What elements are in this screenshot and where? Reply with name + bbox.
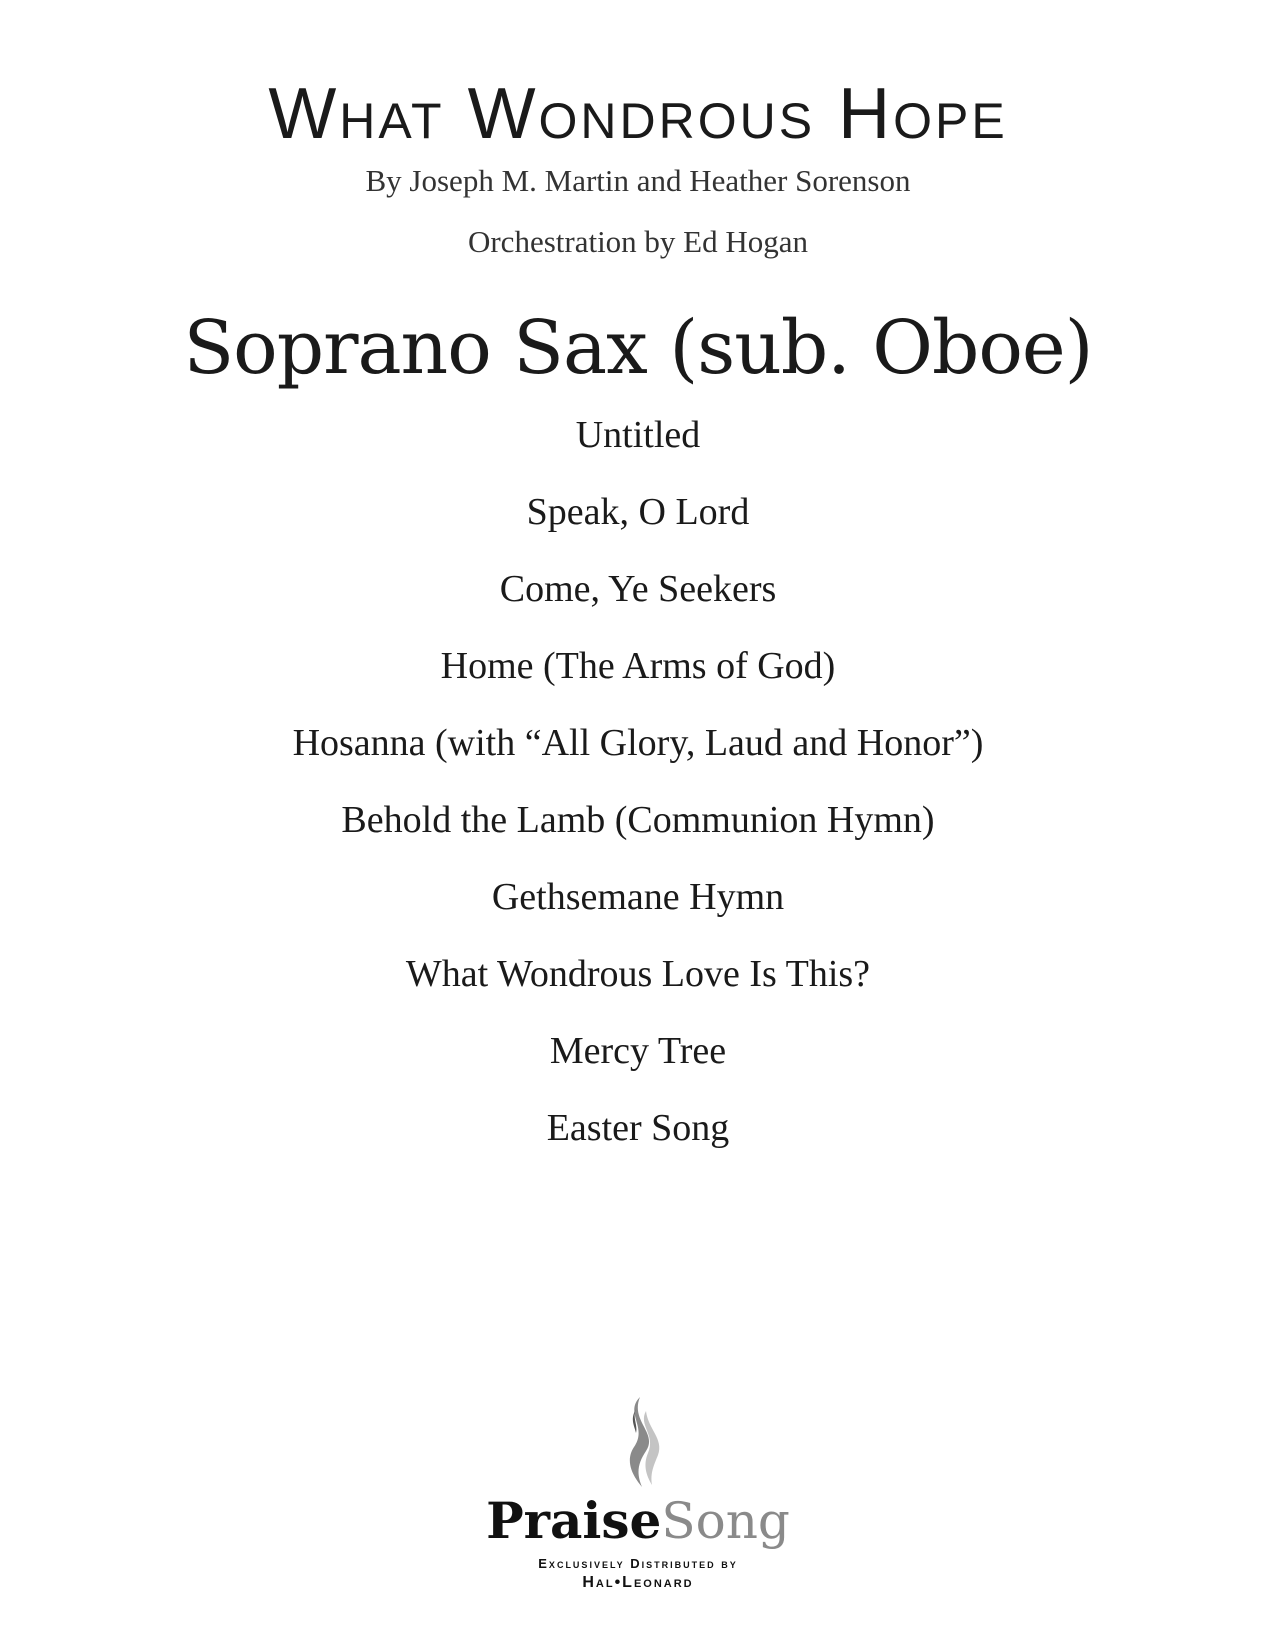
distributor-name: Hal•Leonard — [582, 1574, 694, 1591]
collection-title: What Wondrous Hope — [268, 74, 1008, 154]
flame-icon — [608, 1395, 668, 1490]
song-item: Gethsemane Hymn — [491, 876, 785, 918]
song-item: Speak, O Lord — [526, 491, 750, 533]
song-item: Come, Ye Seekers — [499, 568, 777, 610]
song-item: Home (The Arms of God) — [440, 645, 836, 687]
song-item: What Wondrous Love Is This? — [405, 953, 871, 995]
instrument-title: Soprano Sax (sub. Oboe) — [183, 305, 1093, 391]
song-item: Mercy Tree — [549, 1030, 727, 1072]
song-item: Untitled — [575, 414, 701, 456]
brand-song: Song — [661, 1492, 790, 1550]
brand-wordmark — [0, 1491, 1276, 1550]
orchestration-credit: Orchestration by Ed Hogan — [467, 224, 809, 259]
song-item: Hosanna (with “All Glory, Laud and Honor”) — [292, 722, 984, 764]
song-list — [0, 410, 1276, 1180]
publisher-logo — [0, 1395, 1276, 1592]
song-item: Easter Song — [546, 1107, 730, 1149]
distribution-note: Exclusively Distributed by — [538, 1556, 738, 1571]
authors-credit: By Joseph M. Martin and Heather Sorenson — [365, 163, 911, 198]
song-item: Behold the Lamb (Communion Hymn) — [341, 799, 935, 841]
brand-praise: Praise — [486, 1491, 662, 1550]
